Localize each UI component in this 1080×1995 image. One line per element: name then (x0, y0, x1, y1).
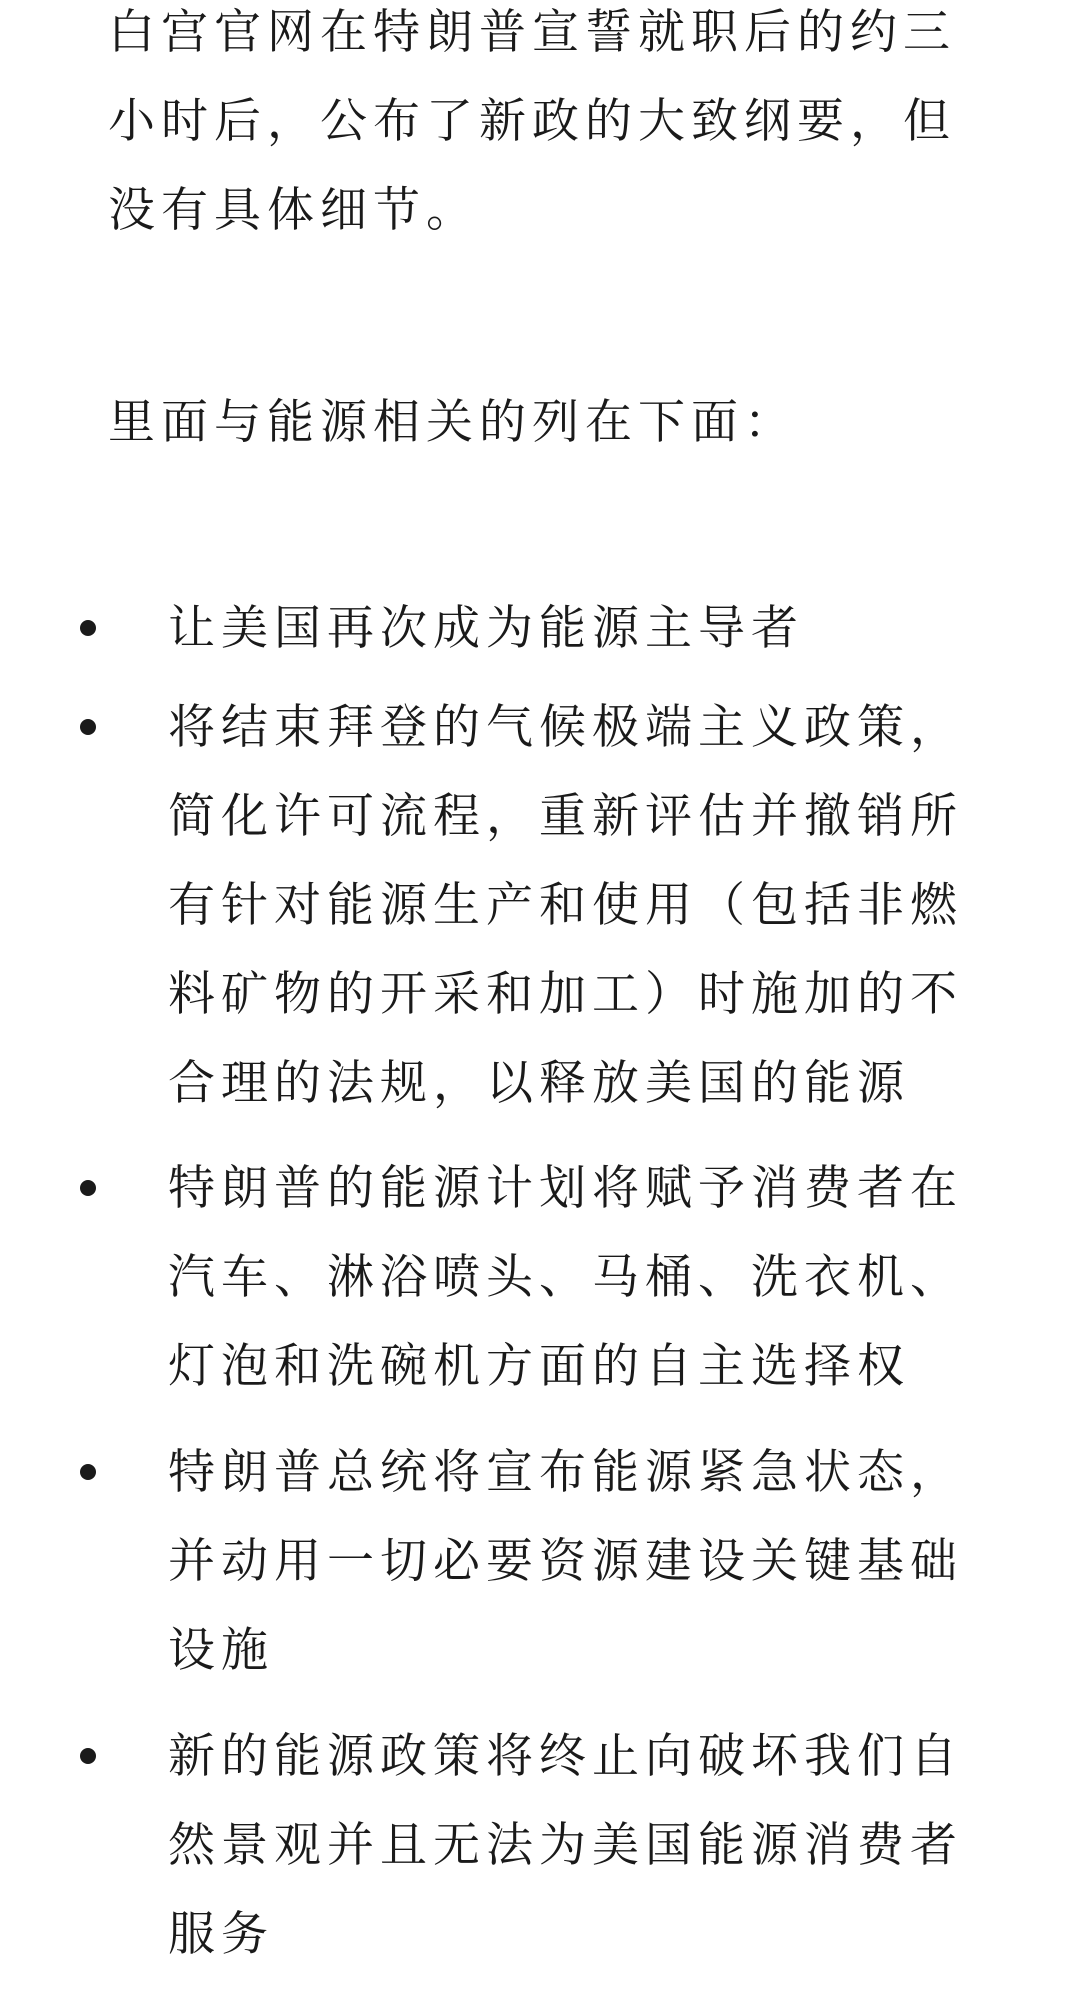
energy-intro-paragraph: 里面与能源相关的列在下面： (108, 395, 797, 450)
list-item (0, 584, 1080, 673)
intro-paragraph: 白宫官网在特朗普宣誓就职后的约三小时后，公布了新政的大致纲要，但没有具体细节。 (108, 5, 956, 238)
list-item-text: 特朗普的能源计划将赋予消费者在汽车、淋浴喷头、马桶、洗衣机、灯泡和洗碗机方面的自主选择权 (168, 1161, 963, 1394)
bullet-icon (80, 620, 96, 636)
list-item-text: 将结束拜登的气候极端主义政策，简化许可流程，重新评估并撤销所有针对能源生产和使用（包括非燃料矿物的开采和加工）时施加的不合理的法规，以释放美国的能源 (168, 700, 963, 1111)
list-item (0, 1712, 1080, 1979)
list-item-text: 让美国再次成为能源主导者 (168, 601, 804, 656)
bullet-icon (80, 1180, 96, 1196)
list-item-text: 特朗普总统将宣布能源紧急状态，并动用一切必要资源建设关键基础设施 (168, 1445, 963, 1678)
list-item (0, 1144, 1080, 1411)
list-item (0, 1428, 1080, 1695)
bullet-icon (80, 1464, 96, 1480)
energy-policy-list (0, 584, 1080, 1995)
bullet-icon (80, 719, 96, 735)
list-item-text: 新的能源政策将终止向破坏我们自然景观并且无法为美国能源消费者服务 (168, 1729, 963, 1962)
list-item (0, 683, 1080, 1128)
bullet-icon (80, 1748, 96, 1764)
